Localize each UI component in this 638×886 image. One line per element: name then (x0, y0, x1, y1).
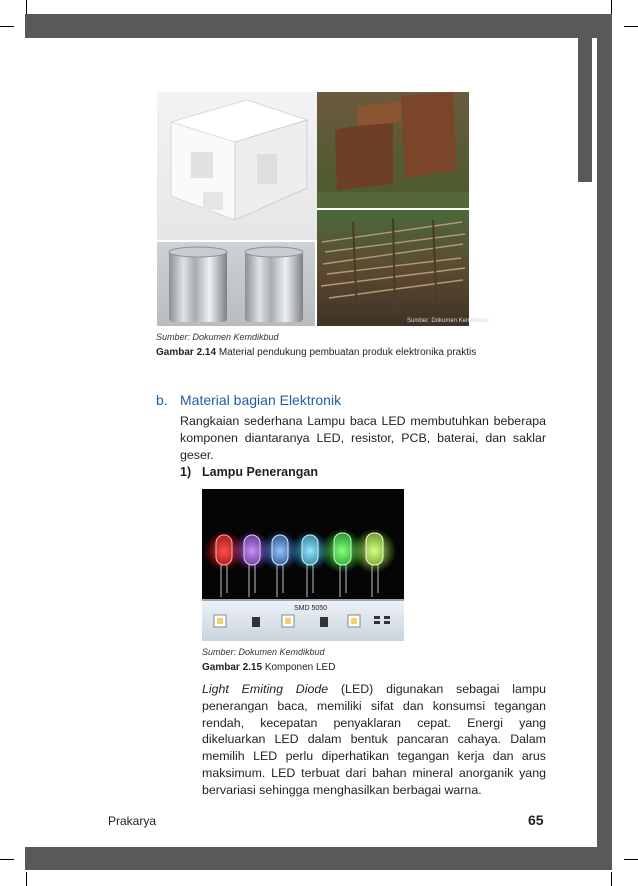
figure-2-15-source: Sumber: Dokumen Kemdikbud (202, 647, 325, 657)
header-band (25, 14, 612, 38)
figure-2-14-text: Material pendukung pembuatan produk elektronika praktis (218, 347, 477, 358)
crop-mark (0, 26, 14, 27)
section-b-marker: b. (156, 392, 168, 408)
crop-mark (624, 859, 638, 860)
figure-2-15-image (202, 489, 404, 641)
led-paragraph-text: (LED) digunakan sebagai lampu penerangan baca, memiliki sifat dan konsumsi tegangan rendah, kecepatan penyaklaran cepat. Energi yang dikeluarkan LED dalam bentuk pancaran cahaya. Dalam memilih LED perlu diperhatikan tegangan kerja dan arus maksimum. LED terbuat dari bahan mineral anorganik yang bervariasi sehingga menghasilkan berbagai warna. (202, 682, 546, 797)
led-paragraph (202, 681, 546, 799)
header-tab (578, 38, 592, 182)
footer-band (25, 847, 612, 870)
materials-collage (157, 92, 489, 326)
figure-2-14-source: Sumber: Dokumen Kemdikbud (156, 332, 279, 342)
footer-book-title: Prakarya (108, 814, 157, 828)
figure-2-15-text: Komponen LED (264, 662, 336, 673)
smd-board-label: SMD 5050 (294, 605, 328, 612)
section-b-title: Material bagian Elektronik (180, 392, 342, 408)
side-band (597, 38, 612, 860)
crop-mark (611, 872, 612, 886)
figure-2-14-image (157, 92, 489, 326)
crop-mark (611, 0, 612, 14)
crop-mark (0, 859, 14, 860)
figure-2-15-label: Gambar 2.15 (202, 662, 263, 673)
page-number: 65 (528, 812, 544, 828)
crop-mark (26, 0, 27, 14)
crop-mark (26, 872, 27, 886)
figure-2-15-caption (202, 662, 335, 673)
section-b-paragraph: Rangkaian sederhana Lampu baca LED membutuhkan beberapa komponen diantaranya LED, resistor, PCB, baterai, dan saklar geser. (180, 414, 546, 462)
crop-mark (624, 26, 638, 27)
figure-2-14-label: Gambar 2.14 (156, 347, 217, 358)
led-photo (202, 489, 404, 641)
subsection-1-title: Lampu Penerangan (202, 465, 318, 479)
led-paragraph-italic-lead: Light Emiting Diode (202, 682, 329, 696)
figure-2-14-caption (156, 347, 476, 358)
subsection-1-marker: 1) (180, 465, 192, 479)
watermark-text: Sumber: Dokumen Kemdikbud (407, 318, 489, 324)
